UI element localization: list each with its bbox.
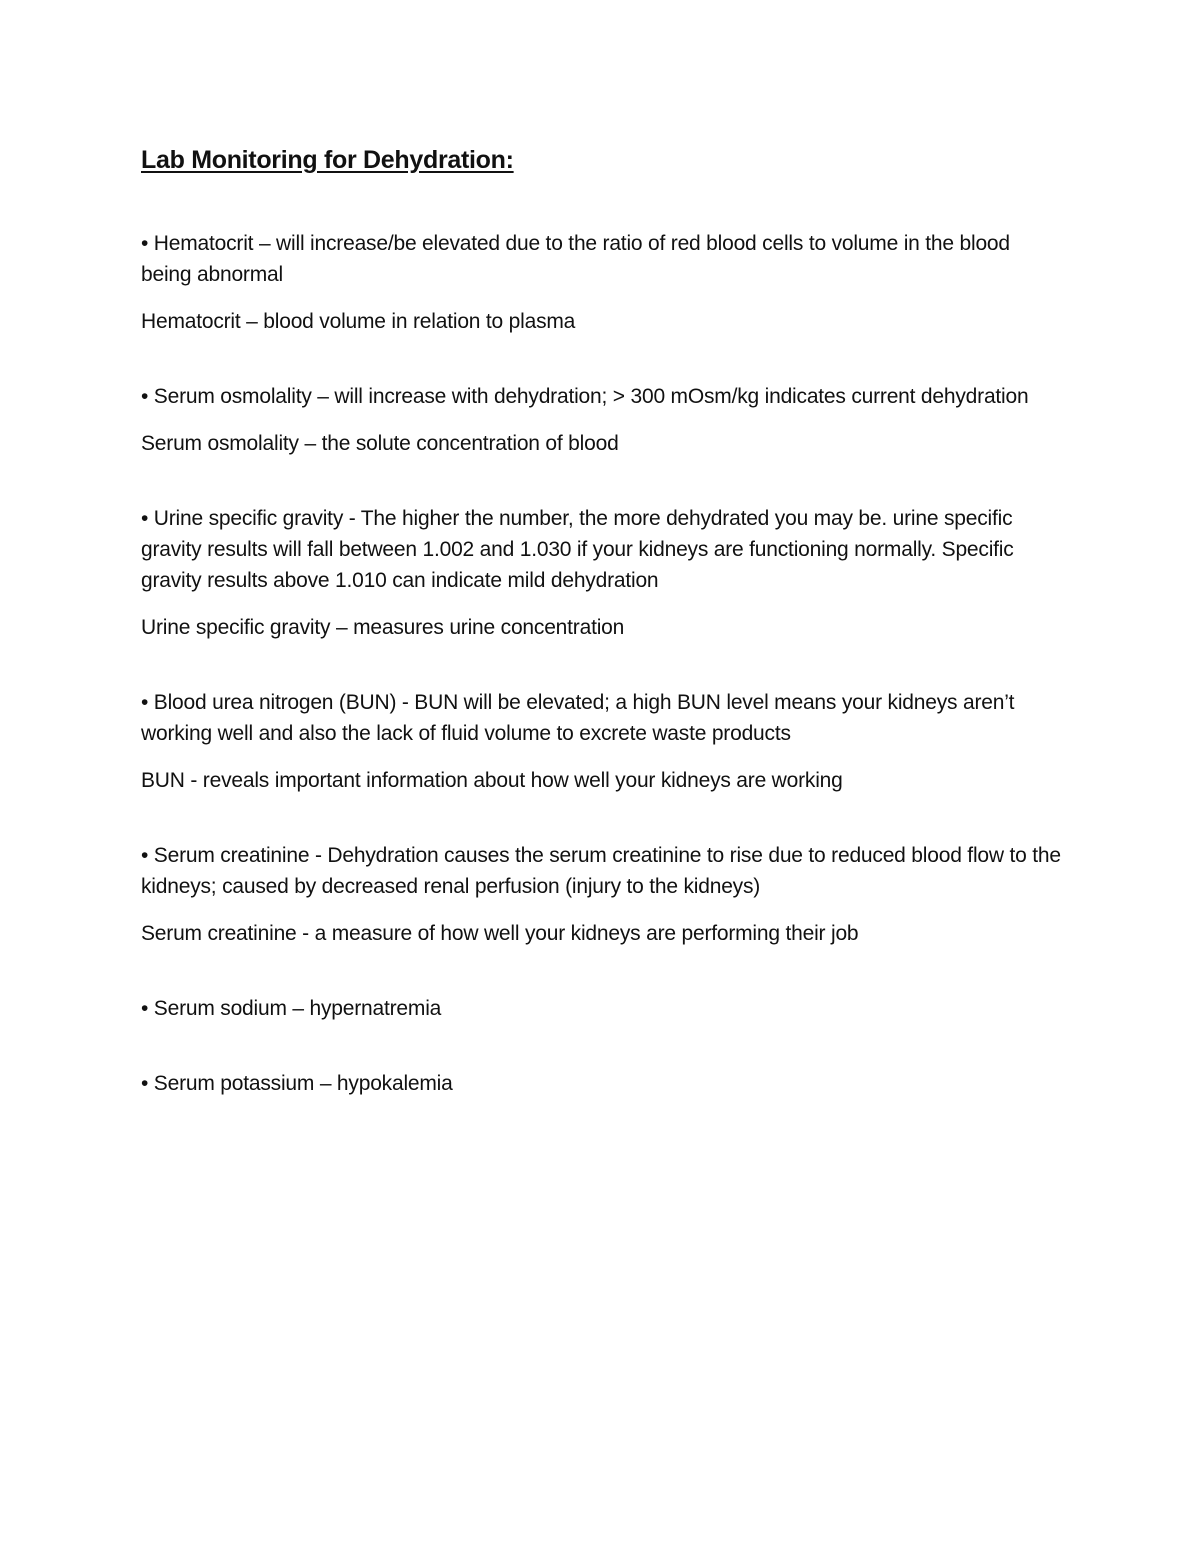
bullet-serum-creatinine: • Serum creatinine - Dehydration causes the serum creatinine to rise due to reduced blood flow to the kidneys; caused by decreased renal perfusion (injury to the kidneys) <box>141 844 1061 898</box>
document-title: Lab Monitoring for Dehydration: <box>141 146 514 174</box>
bullet-urine-specific-gravity: • Urine specific gravity - The higher the number, the more dehydrated you may be. urine specific gravity results will fall between 1.002 and 1.030 if your kidneys are functioning normally. Specific gravity results above 1.010 can indicate mild dehydration <box>141 507 1014 592</box>
bullet-serum-sodium: • Serum sodium – hypernatremia <box>141 997 442 1020</box>
definition-hematocrit: Hematocrit – blood volume in relation to plasma <box>141 310 576 333</box>
spacer <box>141 796 1061 840</box>
spacer <box>141 182 1061 228</box>
spacer <box>141 337 1061 381</box>
document-page <box>141 138 1061 1099</box>
definition-urine-specific-gravity: Urine specific gravity – measures urine concentration <box>141 616 625 639</box>
definition-bun: BUN - reveals important information about how well your kidneys are working <box>141 769 843 792</box>
bullet-bun: • Blood urea nitrogen (BUN) - BUN will be elevated; a high BUN level means your kidneys aren’t working well and also the lack of fluid volume to excrete waste products <box>141 691 1015 745</box>
bullet-hematocrit: • Hematocrit – will increase/be elevated due to the ratio of red blood cells to volume in the blood being abnormal <box>141 232 1010 286</box>
section-hematocrit <box>141 228 1061 337</box>
section-serum-osmolality <box>141 381 1061 459</box>
spacer <box>141 949 1061 993</box>
section-serum-potassium <box>141 1068 1061 1099</box>
section-serum-creatinine <box>141 840 1061 949</box>
spacer <box>141 459 1061 503</box>
section-serum-sodium <box>141 993 1061 1024</box>
section-urine-specific-gravity <box>141 503 1061 643</box>
bullet-serum-potassium: • Serum potassium – hypokalemia <box>141 1072 453 1095</box>
bullet-serum-osmolality: • Serum osmolality – will increase with dehydration; > 300 mOsm/kg indicates current dehydration <box>141 385 1029 408</box>
spacer <box>141 1024 1061 1068</box>
definition-serum-creatinine: Serum creatinine - a measure of how well your kidneys are performing their job <box>141 922 859 945</box>
spacer <box>141 643 1061 687</box>
definition-serum-osmolality: Serum osmolality – the solute concentration of blood <box>141 432 619 455</box>
section-bun <box>141 687 1061 796</box>
